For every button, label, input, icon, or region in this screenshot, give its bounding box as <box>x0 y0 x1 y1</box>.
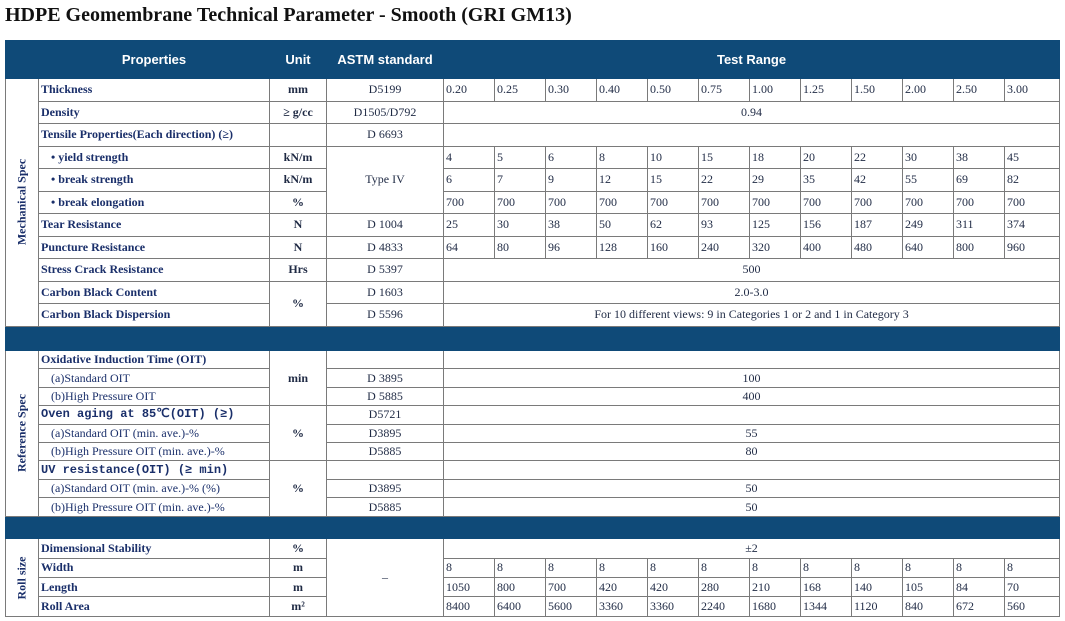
property-label: Dimensional Stability <box>39 539 270 558</box>
value-cell: 8400 <box>444 597 495 617</box>
value-cell: 12 <box>597 169 648 192</box>
section-label: Reference Spec <box>14 394 29 473</box>
value-cell: 30 <box>495 214 546 237</box>
row-oven-high-pressure <box>6 443 1060 461</box>
parameter-table <box>5 40 1060 617</box>
astm-cell: D3895 <box>327 424 444 442</box>
value-cell: 2.00 <box>903 79 954 102</box>
value-cell: 42 <box>852 169 903 192</box>
value-cell: 156 <box>801 214 852 237</box>
value-cell: 125 <box>750 214 801 237</box>
value-cell: 8 <box>852 558 903 577</box>
property-label: Thickness <box>39 79 270 102</box>
value-cell: 8 <box>495 558 546 577</box>
astm-cell: D5199 <box>327 79 444 102</box>
value-cell: 700 <box>801 191 852 214</box>
astm-cell: D5885 <box>327 498 444 516</box>
value-cell: ±2 <box>444 539 1060 558</box>
value-cell: 0.50 <box>648 79 699 102</box>
unit-cell: N <box>270 236 327 259</box>
value-cell: 10 <box>648 146 699 169</box>
row-stress-crack <box>6 259 1060 282</box>
value-cell: 3360 <box>597 597 648 617</box>
header-astm: ASTM standard <box>327 41 444 79</box>
value-cell: 8 <box>750 558 801 577</box>
astm-cell: D 1603 <box>327 281 444 304</box>
value-cell: 96 <box>546 236 597 259</box>
value-cell: 22 <box>852 146 903 169</box>
value-cell: 8 <box>699 558 750 577</box>
value-cell: 640 <box>903 236 954 259</box>
value-cell: 700 <box>954 191 1005 214</box>
value-cell: 30 <box>903 146 954 169</box>
value-cell: 62 <box>648 214 699 237</box>
unit-cell: N <box>270 214 327 237</box>
value-cell: 6400 <box>495 597 546 617</box>
value-cell: 5600 <box>546 597 597 617</box>
astm-cell: D1505/D792 <box>327 101 444 124</box>
row-roll-area <box>6 597 1060 617</box>
row-yield <box>6 146 1060 169</box>
unit-cell: m² <box>270 597 327 617</box>
property-label: (b)High Pressure OIT (min. ave.)-% <box>39 443 270 461</box>
value-cell: 8 <box>597 558 648 577</box>
row-length <box>6 578 1060 597</box>
value-cell: 700 <box>648 191 699 214</box>
value-cell: 1.25 <box>801 79 852 102</box>
value-cell: 168 <box>801 578 852 597</box>
unit-cell: kN/m <box>270 169 327 192</box>
property-label: Length <box>39 578 270 597</box>
row-oven-standard <box>6 424 1060 442</box>
value-cell: 15 <box>648 169 699 192</box>
header-unit: Unit <box>270 41 327 79</box>
value-cell: 700 <box>852 191 903 214</box>
value-cell: 38 <box>546 214 597 237</box>
value-cell: 6 <box>546 146 597 169</box>
value-cell: 15 <box>699 146 750 169</box>
value-cell: 20 <box>801 146 852 169</box>
value-cell: 5 <box>495 146 546 169</box>
row-uv-high-pressure <box>6 498 1060 516</box>
value-cell: 420 <box>597 578 648 597</box>
astm-cell: D 3895 <box>327 369 444 387</box>
value-cell: 128 <box>597 236 648 259</box>
unit-cell: m <box>270 558 327 577</box>
value-cell: 50 <box>444 479 1060 497</box>
value-cell: 1344 <box>801 597 852 617</box>
value-cell: 1.50 <box>852 79 903 102</box>
unit-cell: Hrs <box>270 259 327 282</box>
header-test-range: Test Range <box>444 41 1060 79</box>
value-cell: 35 <box>801 169 852 192</box>
value-cell: 420 <box>648 578 699 597</box>
row-uv-standard <box>6 479 1060 497</box>
row-tear <box>6 214 1060 237</box>
value-cell: 6 <box>444 169 495 192</box>
property-label: (a)Standard OIT <box>39 369 270 387</box>
value-cell: 8 <box>903 558 954 577</box>
property-label: Stress Crack Resistance <box>39 259 270 282</box>
unit-cell: m <box>270 578 327 597</box>
value-cell: 0.94 <box>444 101 1060 124</box>
unit-cell: % <box>270 461 327 516</box>
section-divider <box>6 326 1060 351</box>
row-carbon-black-dispersion <box>6 304 1060 327</box>
value-cell: 160 <box>648 236 699 259</box>
value-cell: 311 <box>954 214 1005 237</box>
value-cell: For 10 different views: 9 in Categories 1 or 2 and 1 in Category 3 <box>444 304 1060 327</box>
row-carbon-black-content <box>6 281 1060 304</box>
unit-cell: % <box>270 539 327 558</box>
property-label: (b)High Pressure OIT (min. ave.)-% <box>39 498 270 516</box>
value-cell: 8 <box>801 558 852 577</box>
value-cell: 700 <box>495 191 546 214</box>
astm-cell: D 4833 <box>327 236 444 259</box>
value-cell: 400 <box>444 387 1060 405</box>
property-label: Tear Resistance <box>39 214 270 237</box>
section-roll <box>6 539 39 617</box>
value-cell: 700 <box>1005 191 1060 214</box>
value-cell: 55 <box>444 424 1060 442</box>
astm-cell: D 5596 <box>327 304 444 327</box>
astm-cell: D3895 <box>327 479 444 497</box>
section-label: Roll size <box>14 556 29 600</box>
value-cell: 374 <box>1005 214 1060 237</box>
property-label: (a)Standard OIT (min. ave.)-% <box>39 424 270 442</box>
value-cell: 7 <box>495 169 546 192</box>
property-label: Oven aging at 85℃(OIT) (≥) <box>39 406 270 424</box>
value-cell: 1120 <box>852 597 903 617</box>
value-cell: 320 <box>750 236 801 259</box>
value-cell: 22 <box>699 169 750 192</box>
property-label: Carbon Black Dispersion <box>39 304 270 327</box>
value-cell <box>444 124 1060 147</box>
value-cell: 1680 <box>750 597 801 617</box>
value-cell: 1050 <box>444 578 495 597</box>
astm-cell: D 6693 <box>327 124 444 147</box>
row-uv <box>6 461 1060 479</box>
value-cell: 249 <box>903 214 954 237</box>
section-reference <box>6 351 39 517</box>
astm-cell: D 5885 <box>327 387 444 405</box>
value-cell: 1.00 <box>750 79 801 102</box>
value-cell: 560 <box>1005 597 1060 617</box>
row-oit-high-pressure <box>6 387 1060 405</box>
value-cell: 80 <box>495 236 546 259</box>
value-cell: 700 <box>750 191 801 214</box>
astm-cell: D 5397 <box>327 259 444 282</box>
unit-cell: % <box>270 406 327 461</box>
value-cell: 2.0-3.0 <box>444 281 1060 304</box>
value-cell: 93 <box>699 214 750 237</box>
page-title: HDPE Geomembrane Technical Parameter - Smooth (GRI GM13) <box>5 4 572 26</box>
value-cell: 64 <box>444 236 495 259</box>
unit-cell: mm <box>270 79 327 102</box>
section-divider <box>6 516 1060 539</box>
value-cell: 50 <box>597 214 648 237</box>
unit-cell: kN/m <box>270 146 327 169</box>
value-cell: 8 <box>954 558 1005 577</box>
property-label: Carbon Black Content <box>39 281 270 304</box>
value-cell: 700 <box>597 191 648 214</box>
row-oven-aging <box>6 406 1060 424</box>
value-cell: 0.30 <box>546 79 597 102</box>
property-label: Roll Area <box>39 597 270 617</box>
value-cell <box>444 461 1060 479</box>
property-label: • break elongation <box>39 191 270 214</box>
value-cell: 8 <box>546 558 597 577</box>
value-cell: 8 <box>597 146 648 169</box>
property-label: Density <box>39 101 270 124</box>
value-cell: 4 <box>444 146 495 169</box>
property-label: • yield strength <box>39 146 270 169</box>
value-cell: 45 <box>1005 146 1060 169</box>
header-properties: Properties <box>39 41 270 79</box>
value-cell: 700 <box>546 578 597 597</box>
row-break-elongation <box>6 191 1060 214</box>
value-cell: 0.25 <box>495 79 546 102</box>
value-cell: 8 <box>648 558 699 577</box>
value-cell: 0.40 <box>597 79 648 102</box>
value-cell: 8 <box>1005 558 1060 577</box>
value-cell: 210 <box>750 578 801 597</box>
value-cell: 69 <box>954 169 1005 192</box>
value-cell: 2.50 <box>954 79 1005 102</box>
astm-cell: D5721 <box>327 406 444 424</box>
row-oit <box>6 351 1060 369</box>
unit-cell: % <box>270 191 327 214</box>
unit-cell: min <box>270 351 327 406</box>
astm-cell <box>327 461 444 479</box>
value-cell: 82 <box>1005 169 1060 192</box>
value-cell: 140 <box>852 578 903 597</box>
value-cell: 700 <box>546 191 597 214</box>
header-row <box>6 41 1060 79</box>
property-label: Width <box>39 558 270 577</box>
header-blank <box>6 41 39 79</box>
value-cell: 700 <box>444 191 495 214</box>
value-cell: 29 <box>750 169 801 192</box>
row-break-strength <box>6 169 1060 192</box>
property-label: Tensile Properties(Each direction) (≥) <box>39 124 270 147</box>
astm-cell: Type IV <box>327 146 444 214</box>
value-cell: 800 <box>954 236 1005 259</box>
value-cell: 240 <box>699 236 750 259</box>
value-cell <box>444 351 1060 369</box>
row-puncture <box>6 236 1060 259</box>
value-cell: 70 <box>1005 578 1060 597</box>
value-cell: 9 <box>546 169 597 192</box>
value-cell: 840 <box>903 597 954 617</box>
value-cell: 100 <box>444 369 1060 387</box>
value-cell: 55 <box>903 169 954 192</box>
value-cell: 187 <box>852 214 903 237</box>
section-mechanical <box>6 79 39 327</box>
astm-cell: – <box>327 539 444 617</box>
value-cell: 700 <box>699 191 750 214</box>
astm-cell: D 1004 <box>327 214 444 237</box>
value-cell: 80 <box>444 443 1060 461</box>
property-label: (a)Standard OIT (min. ave.)-% (%) <box>39 479 270 497</box>
property-label: Puncture Resistance <box>39 236 270 259</box>
value-cell: 800 <box>495 578 546 597</box>
value-cell: 0.20 <box>444 79 495 102</box>
unit-cell <box>270 124 327 147</box>
row-oit-standard <box>6 369 1060 387</box>
value-cell: 3360 <box>648 597 699 617</box>
property-label: Oxidative Induction Time (OIT) <box>39 351 270 369</box>
property-label: (b)High Pressure OIT <box>39 387 270 405</box>
value-cell: 84 <box>954 578 1005 597</box>
value-cell: 3.00 <box>1005 79 1060 102</box>
row-width <box>6 558 1060 577</box>
value-cell <box>444 406 1060 424</box>
row-dimensional-stability <box>6 539 1060 558</box>
unit-cell: % <box>270 281 327 326</box>
row-density <box>6 101 1060 124</box>
divider-bar <box>6 326 1060 351</box>
value-cell: 672 <box>954 597 1005 617</box>
value-cell: 0.75 <box>699 79 750 102</box>
value-cell: 18 <box>750 146 801 169</box>
value-cell: 480 <box>852 236 903 259</box>
value-cell: 960 <box>1005 236 1060 259</box>
value-cell: 25 <box>444 214 495 237</box>
property-label: UV resistance(OIT) (≥ min) <box>39 461 270 479</box>
property-label: • break strength <box>39 169 270 192</box>
value-cell: 700 <box>903 191 954 214</box>
value-cell: 2240 <box>699 597 750 617</box>
divider-bar <box>6 516 1060 539</box>
row-tensile <box>6 124 1060 147</box>
unit-cell: ≥ g/cc <box>270 101 327 124</box>
value-cell: 500 <box>444 259 1060 282</box>
value-cell: 38 <box>954 146 1005 169</box>
row-thickness <box>6 79 1060 102</box>
section-label: Mechanical Spec <box>14 159 29 246</box>
value-cell: 50 <box>444 498 1060 516</box>
value-cell: 105 <box>903 578 954 597</box>
astm-cell: D5885 <box>327 443 444 461</box>
astm-cell <box>327 351 444 369</box>
value-cell: 8 <box>444 558 495 577</box>
value-cell: 280 <box>699 578 750 597</box>
value-cell: 400 <box>801 236 852 259</box>
